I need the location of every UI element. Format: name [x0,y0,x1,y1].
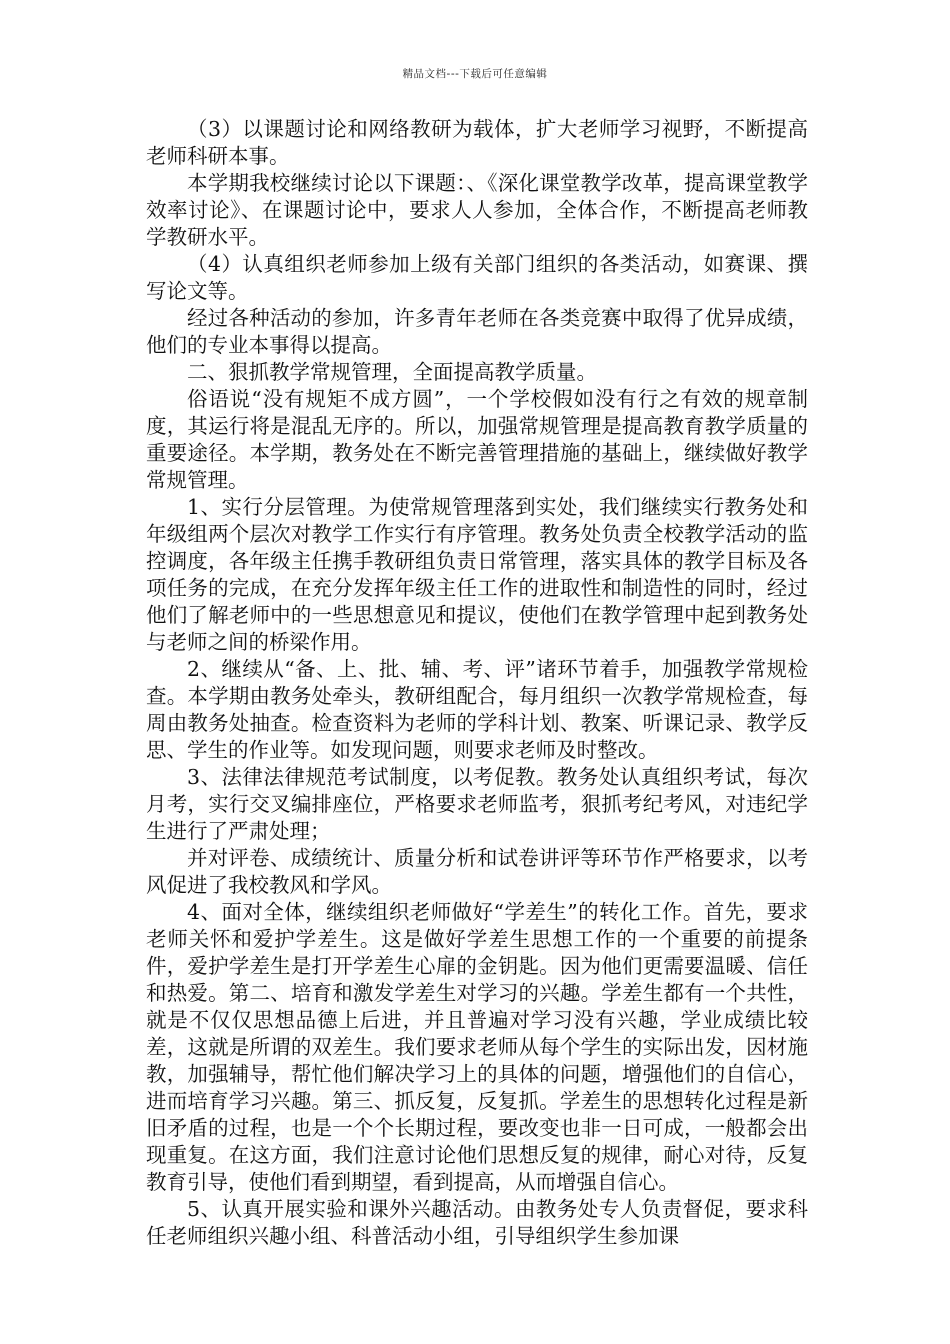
paragraph: 并对评卷、成绩统计、质量分析和试卷讲评等环节作严格要求，以考风促进了我校教风和学风。 [146,846,808,897]
paragraph: 5、认真开展实验和课外兴趣活动。由教务处专人负责督促，要求科任老师组织兴趣小组、科普活动小组，引导组织学生参加课 [146,1197,808,1248]
section-heading: 二、狠抓教学常规管理，全面提高教学质量。 [187,360,597,384]
page-header: 精品文档---下载后可任意编辑 [402,68,548,80]
paragraph: 4、面对全体，继续组织老师做好“学差生”的转化工作。首先，要求老师关怀和爱护学差生。这是做好学差生思想工作的一个重要的前提条件，爱护学差生是打开学差生心扉的金钥匙。因为他们更需要温暖、信任和热爱。第二、培育和激发学差生对学习的兴趣。学差生都有一个共性，就是不仅仅思想品德上后进，并且普遍对学习没有兴趣，学业成绩比较差，这就是所谓的双差生。我们要求老师从每个学生的实际出发，因材施教，加强辅导，帮忙他们解决学习上的具体的问题，增强他们的自信心，进而培育学习兴趣。第三、抓反复，反复抓。学差生的思想转化过程是新旧矛盾的过程，也是一个个长期过程，要改变也非一日可成，一般都会出现重复。在这方面，我们注意讨论他们思想反复的规律，耐心对待，反复教育引导，使他们看到期望，看到提高，从而增强自信心。 [146,900,808,1194]
document-body [146,116,808,1250]
paragraph: （3）以课题讨论和网络教研为载体，扩大老师学习视野，不断提高老师科研本事。 [146,117,808,168]
paragraph: 本学期我校继续讨论以下课题：、《深化课堂教学改革，提高课堂教学效率讨论》、在课题讨论中，要求人人参加，全体合作，不断提高老师教学教研水平。 [146,171,808,249]
paragraph: （4）认真组织老师参加上级有关部门组织的各类活动，如赛课、撰写论文等。 [146,252,808,303]
paragraph: 2、继续从“备、上、批、辅、考、评”诸环节着手，加强教学常规检查。本学期由教务处牵头，教研组配合，每月组织一次教学常规检查，每周由教务处抽查。检查资料为老师的学科计划、教案、听课记录、教学反思、学生的作业等。如发现问题，则要求老师及时整改。 [146,657,808,762]
paragraph: 3、法律法律规范考试制度，以考促教。教务处认真组织考试，每次月考，实行交叉编排座位，严格要求老师监考，狠抓考纪考风，对违纪学生进行了严肃处理； [146,765,808,843]
paragraph: 经过各种活动的参加，许多青年老师在各类竞赛中取得了优异成绩，他们的专业本事得以提高。 [146,306,808,357]
paragraph: 俗语说“没有规矩不成方圆”，一个学校假如没有行之有效的规章制度，其运行将是混乱无序的。所以，加强常规管理是提高教育教学质量的重要途径。本学期，教务处在不断完善管理措施的基础上，继续做好教学常规管理。 [146,387,808,492]
paragraph: 1、实行分层管理。为使常规管理落到实处，我们继续实行教务处和年级组两个层次对教学工作实行有序管理。教务处负责全校教学活动的监控调度，各年级主任携手教研组负责日常管理，落实具体的教学目标及各项任务的完成，在充分发挥年级主任工作的进取性和制造性的同时，经过他们了解老师中的一些思想意见和提议，使他们在教学管理中起到教务处与老师之间的桥梁作用。 [146,495,808,654]
